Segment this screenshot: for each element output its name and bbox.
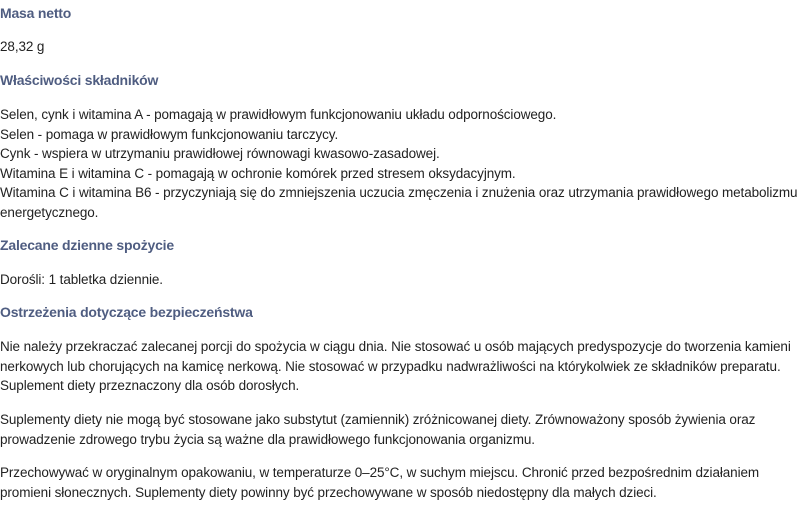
property-line: Witamina E i witamina C - pomagają w ochronie komórek przed stresem oksydacyjnym. — [0, 165, 516, 181]
ingredient-properties-text — [0, 105, 798, 223]
heading-safety-warnings: Ostrzeżenia dotyczące bezpieczeństwa — [0, 304, 253, 320]
daily-dose-line: Dorośli: 1 tabletka dziennie. — [0, 272, 163, 287]
net-mass-value — [0, 37, 798, 57]
heading-ingredient-properties: Właściwości składników — [0, 72, 159, 88]
daily-dose-text — [0, 270, 798, 290]
net-mass-line: 28,32 g — [0, 39, 45, 54]
property-line: Witamina C i witamina B6 - przyczyniają się do zmniejszenia uczucia zmęczenia i znużenia oraz utrzymania prawidłowego metabolizmu energetycznego. — [0, 185, 798, 220]
storage-paragraph: Przechowywać w oryginalnym opakowaniu, w temperaturze 0–25°C, w suchym miejscu. Chronić przed bezpośrednim działaniem promieni słonecznych. Suplementy diety powinny być przechowywane w sposób niedostępny dla małych dzieci. — [0, 465, 760, 500]
property-line: Selen, cynk i witamina A - pomagają w prawidłowym funkcjonowaniu układu odpornościowego. — [0, 107, 557, 122]
warning-paragraph: Nie należy przekraczać zalecanej porcji do spożycia w ciągu dnia. Nie stosować u osób mających predyspozycje do tworzenia kamieni nerkowych lub chorujących na kamicę nerkową. Nie stosować w przypadku nadwrażliwości na którykolwiek ze składników preparatu. Suplement diety przeznaczony dla osób dorosłych. — [0, 339, 791, 394]
heading-net-mass: Masa netto — [0, 5, 72, 21]
warning-paragraph: Suplementy diety nie mogą być stosowane jako substytut (zamiennik) zróżnicowanej diety. Zrównoważony sposób żywienia oraz prowadzenie zdrowego trybu życia są ważne dla prawidłowego funkcjonowania organizmu. — [0, 412, 756, 447]
heading-daily-dose: Zalecane dzienne spożycie — [0, 237, 174, 253]
property-line: Selen - pomaga w prawidłowym funkcjonowaniu tarczycy. — [0, 126, 339, 142]
property-line: Cynk - wspiera w utrzymaniu prawidłowej równowagi kwasowo-zasadowej. — [0, 146, 440, 162]
